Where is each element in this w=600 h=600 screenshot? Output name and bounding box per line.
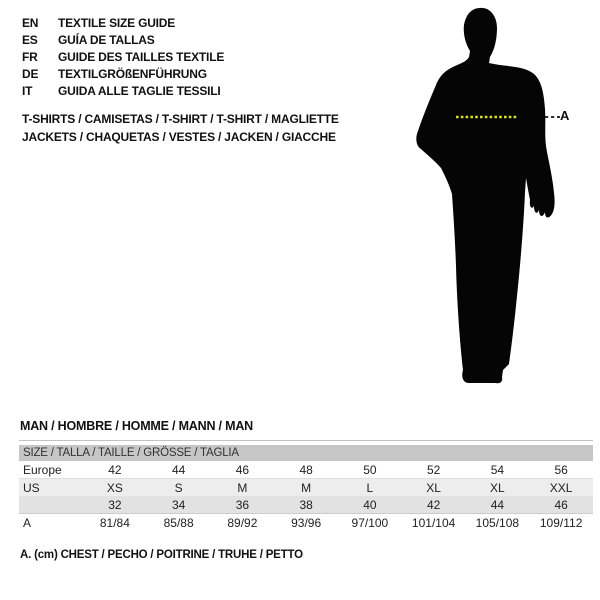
size-cell: L	[366, 480, 374, 495]
size-cell: XL	[490, 480, 505, 495]
size-cell: 97/100	[338, 514, 402, 532]
size-cell: 42	[426, 497, 441, 512]
category-lines	[22, 110, 339, 146]
language-row	[22, 66, 224, 83]
size-cell: 46	[554, 497, 568, 512]
size-cell: 48	[274, 461, 338, 479]
table-top-rule	[19, 440, 593, 441]
row-label: A	[19, 514, 83, 532]
row-label	[19, 496, 83, 514]
language-row	[22, 83, 224, 100]
size-cell: M	[237, 480, 248, 495]
size-cell: 52	[402, 461, 466, 479]
language-title: TEXTILE SIZE GUIDE	[58, 16, 176, 30]
size-table-body	[19, 461, 593, 531]
size-cell: 93/96	[274, 514, 338, 532]
size-cell: 46	[211, 461, 275, 479]
language-code: EN	[22, 16, 39, 30]
language-title: GUIDA ALLE TAGLIE TESSILI	[58, 84, 221, 98]
size-cell: 54	[466, 461, 530, 479]
category-line-jackets: JACKETS / CHAQUETAS / VESTES / JACKEN / GIACCHE	[22, 130, 336, 144]
language-code: ES	[22, 33, 38, 47]
size-cell: XL	[426, 480, 441, 495]
size-cell: 85/88	[147, 514, 211, 532]
size-table-grid	[19, 461, 593, 531]
language-title: TEXTILGRÖßENFÜHRUNG	[58, 67, 207, 81]
size-cell: 32	[108, 497, 122, 512]
size-cell: M	[301, 480, 312, 495]
man-figure	[405, 4, 575, 390]
size-table	[19, 440, 593, 531]
language-code: DE	[22, 67, 39, 81]
size-cell: 34	[171, 497, 186, 512]
language-row	[22, 49, 224, 66]
size-cell: 44	[147, 461, 211, 479]
size-cell: S	[174, 480, 183, 495]
size-cell: 42	[83, 461, 147, 479]
size-cell: 89/92	[211, 514, 275, 532]
language-code: IT	[22, 84, 33, 98]
size-cell: 36	[235, 497, 250, 512]
table-row	[19, 461, 593, 479]
row-label: US	[23, 480, 40, 495]
chest-footnote: A. (cm) CHEST / PECHO / POITRINE / TRUHE / PETTO	[20, 549, 303, 561]
man-silhouette-path	[416, 8, 554, 383]
size-cell: 44	[490, 497, 505, 512]
size-cell: 50	[338, 461, 402, 479]
size-cell: XS	[106, 480, 123, 495]
size-cell: 101/104	[402, 514, 466, 532]
language-title: GUÍA DE TALLAS	[58, 33, 155, 47]
language-row	[22, 32, 224, 49]
size-cell: 56	[529, 461, 593, 479]
language-list	[22, 15, 224, 100]
man-silhouette	[405, 4, 575, 390]
language-title: GUIDE DES TAILLES TEXTILE	[58, 50, 225, 64]
size-cell: 40	[363, 497, 377, 512]
row-label: Europe	[19, 461, 83, 479]
measure-label-a: A	[560, 108, 570, 123]
language-row	[22, 15, 224, 32]
table-row	[19, 514, 593, 532]
size-cell: 38	[299, 497, 313, 512]
table-row	[19, 496, 593, 514]
category-line-tshirts: T-SHIRTS / CAMISETAS / T-SHIRT / T-SHIRT / MAGLIETTE	[22, 112, 339, 126]
table-row	[19, 479, 593, 497]
size-cell: 81/84	[83, 514, 147, 532]
size-cell: 109/112	[529, 514, 593, 532]
language-code: FR	[22, 50, 38, 64]
size-table-header: SIZE / TALLA / TAILLE / GRÖSSE / TAGLIA	[19, 445, 593, 461]
size-cell: 105/108	[466, 514, 530, 532]
size-cell: XXL	[549, 480, 573, 495]
section-title-man: MAN / HOMBRE / HOMME / MANN / MAN	[20, 419, 253, 433]
